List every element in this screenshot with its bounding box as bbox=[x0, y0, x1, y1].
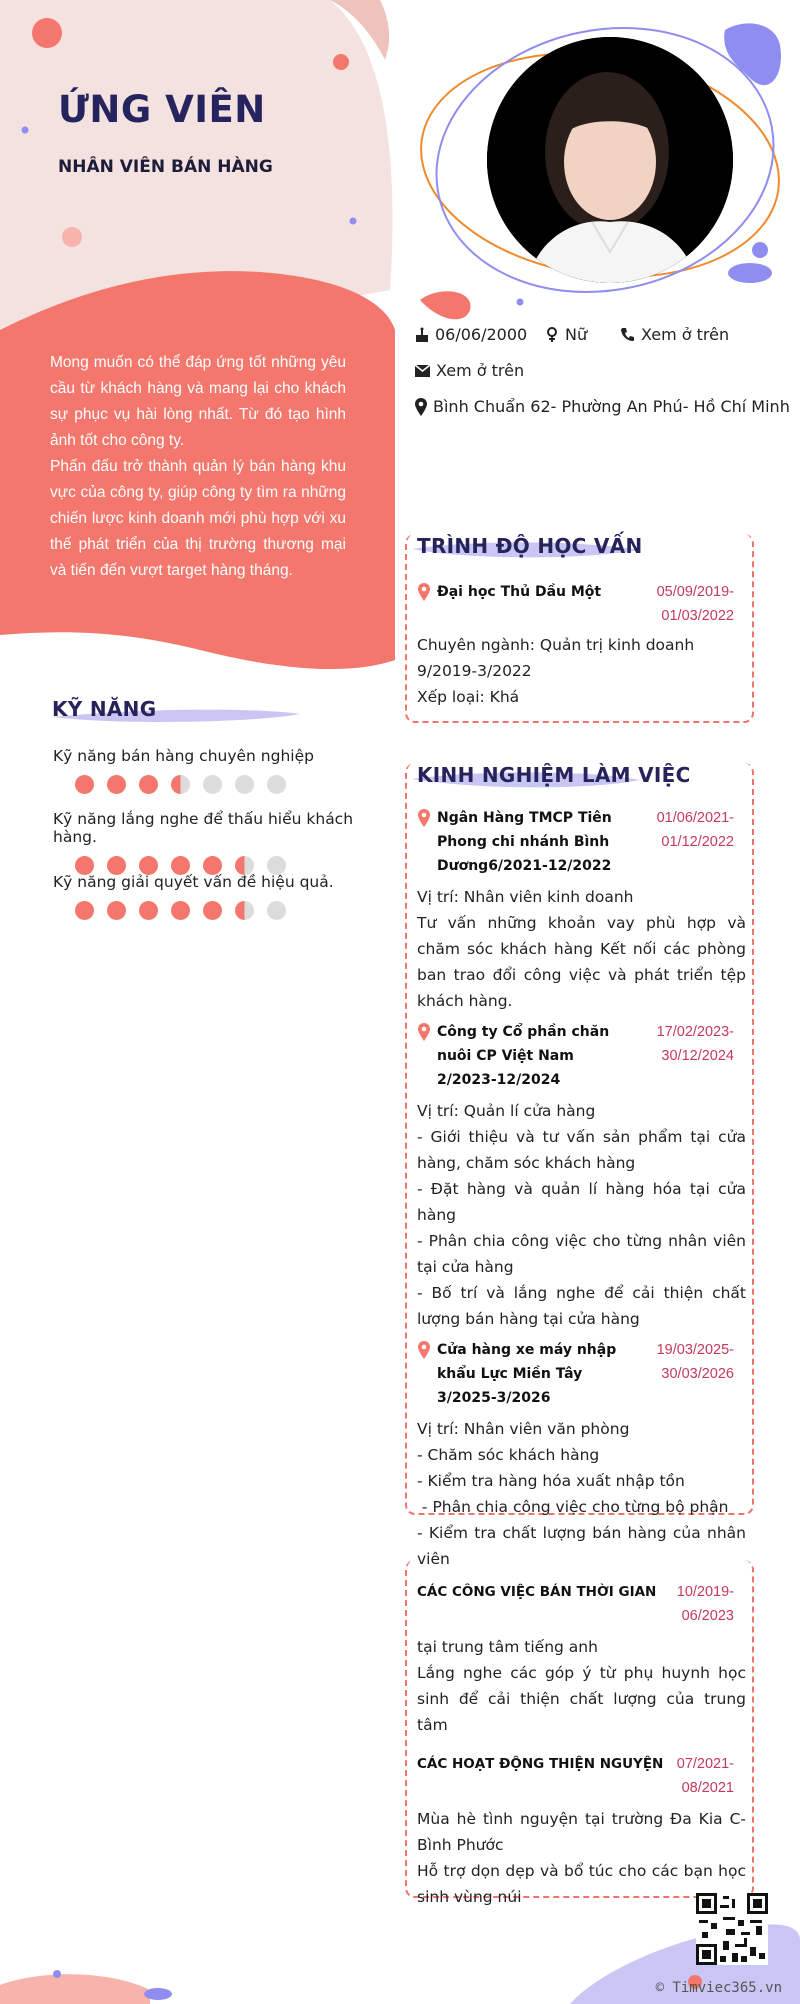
activity-entry-head bbox=[417, 1580, 746, 1628]
skill-dot bbox=[75, 901, 94, 920]
activity-date: 10/2019- 06/2023 bbox=[676, 1584, 734, 1624]
candidate-name: ỨNG VIÊN bbox=[58, 88, 266, 131]
email-value: Xem ở trên bbox=[436, 361, 525, 380]
skill-item bbox=[53, 747, 383, 810]
skill-dot bbox=[75, 775, 94, 794]
map-pin-icon bbox=[417, 1023, 431, 1041]
gender-value: Nữ bbox=[565, 325, 588, 344]
deco-dot bbox=[62, 227, 82, 247]
company-name: Ngân Hàng TMCP Tiên Phong chi nhánh Bình Dương6/2021-12/2022 bbox=[437, 810, 612, 874]
skill-dot bbox=[171, 901, 190, 920]
experience-entry-head bbox=[417, 806, 746, 878]
activity-date: 07/2021- 08/2021 bbox=[676, 1756, 734, 1796]
experience-line: - Giới thiệu và tư vấn sản phẩm tại cửa hàng, chăm sóc khách hàng bbox=[417, 1128, 746, 1172]
experience-line: - Phân chia công việc cho từng bộ phận bbox=[417, 1498, 729, 1516]
experience-line: - Đặt hàng và quản lí hàng hóa tại cửa hàng bbox=[417, 1180, 746, 1224]
objective-paragraph: Mong muốn có thể đáp ứng tốt những yêu cầu từ khách hàng và mang lại cho khách sự phục vụ hài lòng nhất. Từ đó tạo hình ảnh tốt cho công ty. bbox=[50, 354, 346, 449]
skill-dot bbox=[235, 775, 254, 794]
activity-entry-head bbox=[417, 1752, 746, 1800]
birthday-row bbox=[415, 325, 527, 344]
education-line: Xếp loại: Khá bbox=[417, 688, 520, 706]
experience-date: 01/06/2021- 01/12/2022 bbox=[656, 810, 734, 850]
map-pin-icon bbox=[415, 398, 427, 416]
experience-line: - Bố trí và lắng nghe để cải thiện chất lượng bán hàng tại cửa hàng bbox=[417, 1284, 746, 1328]
experience-title: KINH NGHIỆM LÀM VIỆC bbox=[417, 763, 691, 787]
experience-date: 19/03/2025- 30/03/2026 bbox=[656, 1342, 734, 1382]
coral-blob bbox=[420, 291, 470, 319]
experience-entry-head bbox=[417, 1020, 746, 1092]
experience-date: 17/02/2023- 30/12/2024 bbox=[656, 1024, 734, 1064]
deco-dot bbox=[32, 18, 62, 48]
skill-dot bbox=[171, 775, 190, 794]
experience-line: Vị trí: Nhân viên văn phòng bbox=[417, 1420, 630, 1438]
experience-line: Tư vấn những khoản vay phù hợp và chăm sóc khách hàng Kết nối các phòng ban trao đổi công việc và phát triển tệp khách hàng. bbox=[417, 914, 746, 1010]
map-pin-icon bbox=[417, 809, 431, 827]
activities-section bbox=[405, 1560, 754, 1906]
skill-dot bbox=[203, 901, 222, 920]
qr-code bbox=[696, 1893, 768, 1965]
career-objective bbox=[50, 350, 346, 584]
skill-name: Kỹ năng lắng nghe để thấu hiểu khách hàng. bbox=[53, 810, 354, 846]
deco-dot bbox=[22, 127, 29, 134]
gender-icon bbox=[545, 327, 559, 343]
experience-line: - Chăm sóc khách hàng bbox=[417, 1446, 600, 1464]
skill-dot bbox=[139, 901, 158, 920]
activity-line: Hỗ trợ dọn dẹp và bổ túc cho các bạn học sinh vùng núi bbox=[417, 1862, 746, 1906]
deco-dot bbox=[333, 54, 349, 70]
company-name: Công ty Cổ phần chăn nuôi CP Việt Nam 2/2023-12/2024 bbox=[437, 1024, 610, 1088]
experience-line: Vị trí: Quản lí cửa hàng bbox=[417, 1102, 596, 1120]
skill-name: Kỹ năng giải quyết vấn đề hiệu quả. bbox=[53, 873, 334, 891]
purple-blob bbox=[724, 23, 781, 85]
skill-dot bbox=[107, 901, 126, 920]
education-line: 9/2019-3/2022 bbox=[417, 662, 532, 680]
bottom-left-blob bbox=[0, 1974, 150, 2004]
phone-value: Xem ở trên bbox=[641, 325, 730, 344]
map-pin-icon bbox=[417, 1341, 431, 1359]
company-name: Cửa hàng xe máy nhập khẩu Lực Miền Tây 3/2025-3/2026 bbox=[437, 1342, 617, 1406]
education-entry-head bbox=[417, 580, 734, 628]
envelope-icon bbox=[415, 365, 430, 377]
skill-item bbox=[53, 873, 383, 936]
skill-dot bbox=[267, 901, 286, 920]
bottom-purple-blob bbox=[144, 1988, 172, 2000]
activity-title: CÁC HOẠT ĐỘNG THIỆN NGUYỆN bbox=[417, 1756, 664, 1772]
profile-photo bbox=[487, 37, 733, 283]
phone-icon bbox=[620, 327, 635, 342]
skill-dot bbox=[107, 775, 126, 794]
education-section bbox=[405, 534, 754, 723]
experience-line: Vị trí: Nhân viên kinh doanh bbox=[417, 888, 634, 906]
education-date: 05/09/2019- 01/03/2022 bbox=[656, 584, 734, 624]
experience-section bbox=[405, 763, 754, 1568]
gender-row bbox=[545, 325, 587, 344]
experience-entry-head bbox=[417, 1338, 746, 1410]
skill-rating bbox=[75, 775, 383, 794]
deco-dot bbox=[350, 218, 357, 225]
deco-dot bbox=[752, 242, 768, 258]
skill-rating bbox=[75, 901, 383, 920]
phone-row bbox=[620, 325, 729, 344]
school-name: Đại học Thủ Dầu Một bbox=[437, 584, 602, 600]
skills-title: KỸ NĂNG bbox=[52, 697, 157, 721]
education-line: Chuyên ngành: Quản trị kinh doanh bbox=[417, 636, 695, 654]
map-pin-icon bbox=[417, 583, 431, 601]
skill-dot bbox=[267, 775, 286, 794]
skill-dot bbox=[203, 775, 222, 794]
activity-line: Mùa hè tình nguyện tại trường Đa Kia C- Bình Phước bbox=[417, 1810, 746, 1854]
activity-line: Lắng nghe các góp ý từ phụ huynh học sinh để cải thiện chất lượng của trung tâm bbox=[417, 1664, 746, 1734]
email-row bbox=[415, 361, 524, 380]
education-title: TRÌNH ĐỘ HỌC VẤN bbox=[417, 534, 643, 558]
skills-list bbox=[53, 747, 383, 936]
experience-line: - Kiểm tra chất lượng bán hàng của nhân viên bbox=[417, 1524, 746, 1568]
skill-dot bbox=[139, 775, 158, 794]
objective-paragraph: Phấn đấu trở thành quản lý bán hàng khu vực của công ty, giúp công ty tìm ra những chiến lược kinh doanh mới phù hợp với xu thế phát triển của thị trường thương mại và tiến đến vượt target hàng tháng. bbox=[50, 458, 346, 579]
deco-dot bbox=[53, 1970, 61, 1978]
experience-line: - Kiểm tra hàng hóa xuất nhập tồn bbox=[417, 1472, 685, 1490]
watermark: © Timviec365.vn bbox=[655, 1980, 782, 1996]
activity-title: CÁC CÔNG VIỆC BÁN THỜI GIAN bbox=[417, 1584, 657, 1600]
skill-item bbox=[53, 810, 383, 873]
skill-dot bbox=[235, 901, 254, 920]
experience-line: - Phân chia công việc cho từng nhân viên tại cửa hàng bbox=[417, 1232, 746, 1276]
activity-line: tại trung tâm tiếng anh bbox=[417, 1638, 598, 1656]
purple-blob bbox=[728, 263, 772, 283]
skill-name: Kỹ năng bán hàng chuyên nghiệp bbox=[53, 747, 314, 765]
job-title: NHÂN VIÊN BÁN HÀNG bbox=[58, 157, 273, 177]
address-value: Bình Chuẩn 62- Phường An Phú- Hồ Chí Minh bbox=[433, 397, 790, 416]
address-row bbox=[415, 397, 790, 416]
cake-icon bbox=[415, 327, 429, 343]
deco-dot bbox=[517, 299, 524, 306]
birthday-value: 06/06/2000 bbox=[435, 325, 528, 344]
